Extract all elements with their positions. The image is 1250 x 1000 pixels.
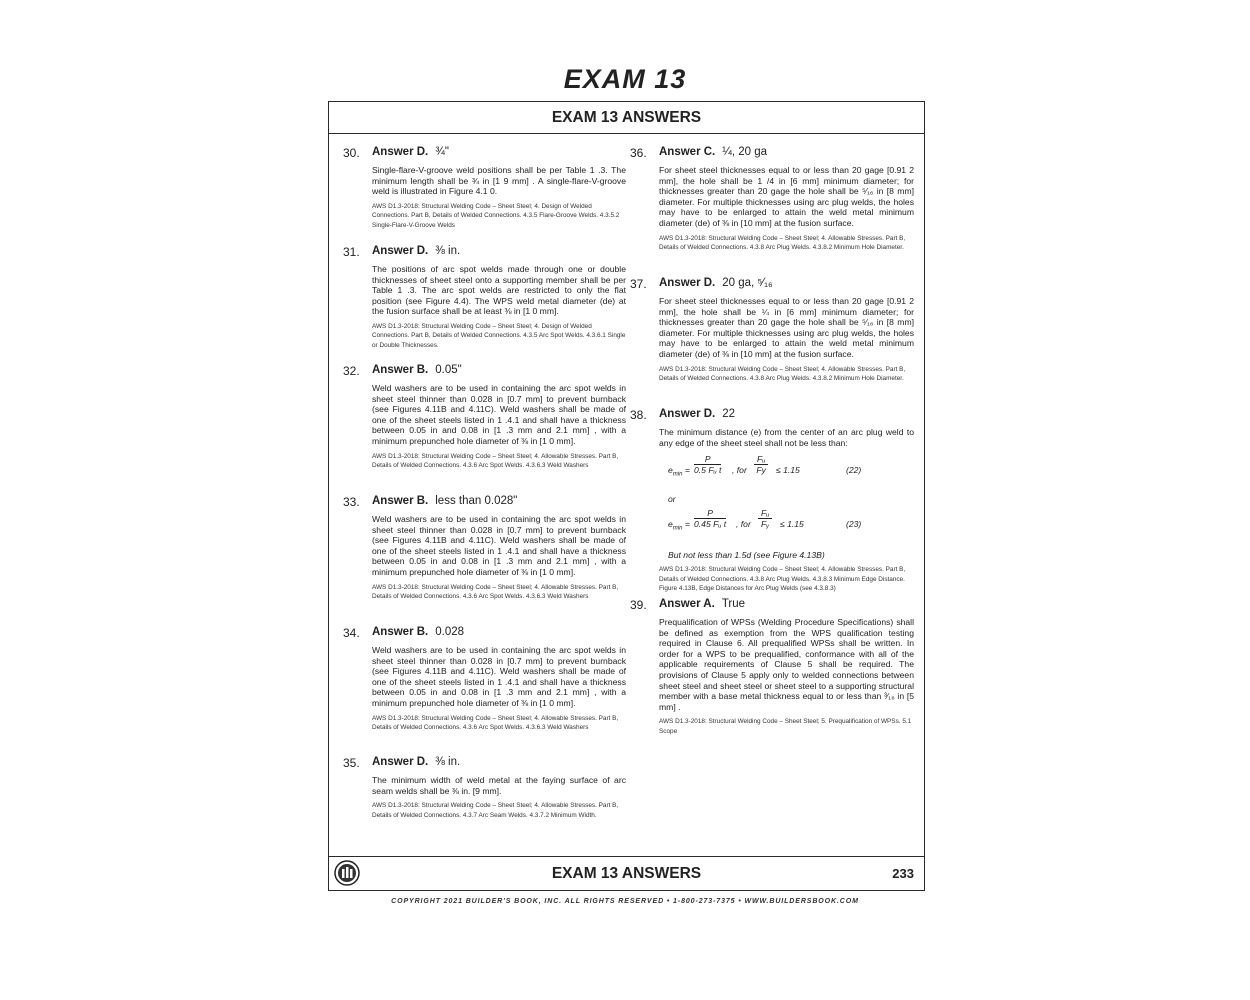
answer-number: 36.	[630, 146, 647, 160]
answer-value: ¼, 20 ga	[722, 146, 768, 158]
answer-33	[343, 495, 626, 602]
answer-reference: AWS D1.3-2018: Structural Welding Code – Sheet Steel; 4. Allowable Stresses. Part B, Details of Welded Connections. 4.3.6 Arc Spot Welds. 4.3.6.3 Weld Washers	[372, 583, 619, 601]
formula-for: , for	[736, 519, 751, 530]
answer-value: 22	[722, 408, 736, 420]
formula-fraction	[694, 454, 721, 475]
answer-explanation: Single-flare-V-groove weld positions shall be per Table 1 .3. The minimum length shall be ¾ in [1 9 mm] . A single-flare-V-groove weld is illustrated in Figure 4.1 0.	[372, 165, 626, 197]
formula-lhs-subscript: min	[672, 471, 683, 478]
answer-value: less than 0.028"	[435, 495, 518, 507]
copyright-line: COPYRIGHT 2021 BUILDER'S BOOK, INC. ALL RIGHTS RESERVED • 1-800-273-7375 • WWW.BUILDERSBOOK.COM	[391, 898, 859, 905]
formula-ratio	[754, 454, 768, 475]
formula-23	[668, 508, 914, 548]
exam-title: EXAM 13	[563, 64, 687, 94]
answer-label: Answer D.	[372, 146, 429, 158]
answer-label: Answer D.	[372, 756, 429, 768]
header-title: EXAM 13 ANSWERS	[551, 109, 702, 126]
formula-equals: =	[684, 465, 690, 476]
answer-39	[630, 598, 914, 736]
answer-label: Answer D.	[659, 408, 716, 420]
answer-37	[630, 277, 914, 384]
answer-31	[343, 245, 626, 350]
ratio-denominator: Fy	[756, 465, 766, 476]
page-header	[329, 102, 924, 134]
formula-note: But not less than 1.5d (see Figure 4.13B)	[668, 550, 825, 561]
answer-reference: AWS D1.3-2018: Structural Welding Code – Sheet Steel; 4. Allowable Stresses. Part B, Details of Welded Connections. 4.3.6 Arc Spot Welds. 4.3.6.3 Weld Washers	[372, 452, 619, 470]
answer-36	[630, 146, 914, 253]
answer-label: Answer D.	[659, 277, 716, 289]
answer-explanation: Prequalification of WPSs (Welding Procedure Specifications) shall be defined as exemption from the WPS qualification testing required in Clause 6. All prequalified WPSs shall be written. In order for a WPS to be prequalified, conformance with all of the applicable requirements of Clause 5 shall be required. The provisions of Clause 5 apply only to welded connections between sheet steel and sheet steel or sheet steel to a supporting structural member with a base metal thickness equal to or less than ³⁄₁₆ in [5 mm] .	[659, 617, 914, 712]
formula-lhs: e	[668, 519, 673, 530]
answer-number: 32.	[343, 364, 360, 378]
formula-denominator: 0.5 Fᵤ t	[694, 465, 722, 476]
answer-35	[343, 756, 626, 820]
formula-22	[668, 454, 914, 494]
answer-value: ¾"	[435, 146, 449, 158]
answer-reference: AWS D1.3-2018: Structural Welding Code – Sheet Steel; 4. Design of Welded Connections. Part B, Details of Welded Connections. 4.3.5 Arc Spot Welds. 4.3.6.1 Single or Double Thicknesses.	[372, 322, 626, 349]
answer-label: Answer C.	[659, 146, 716, 158]
answer-reference: AWS D1.3-2018: Structural Welding Code – Sheet Steel; 4. Allowable Stresses. Part B, Details of Welded Connections. 4.3.8 Arc Plug Welds. 4.3.8.2 Minimum Hole Diameter.	[659, 234, 906, 252]
answer-value: True	[721, 598, 746, 610]
page-number: 233	[892, 866, 914, 881]
or-text: or	[668, 494, 676, 505]
answer-reference: AWS D1.3-2018: Structural Welding Code – Sheet Steel; 5. Prequalification of WPSs. 5.1 Scope	[659, 718, 912, 735]
answer-number: 30.	[343, 146, 360, 160]
answer-number: 38.	[630, 408, 647, 422]
answer-explanation: The positions of arc spot welds made through one or double thicknesses of sheet steel onto a supporting member shall be per Table 1 .3. The arc spot welds are restricted to only the flat position (see Figure 4.4). The WPS weld metal diameter (de) at the fusion surface shall be at least ⅜ in [1 0 mm].	[372, 264, 626, 317]
answer-label: Answer B.	[372, 626, 429, 638]
answer-number: 34.	[343, 626, 360, 640]
answer-explanation: Weld washers are to be used in containing the arc spot welds in sheet steel thinner than 0.028 in [0.7 mm] to prevent burnback (see Figures 4.11B and 4.11C). Weld washers shall be made of one of the sheet steels listed in 1 .4.1 and shall have a thickness between 0.05 in and 0.08 in [1 .3 mm and 2.1 mm] , with a minimum prepunched hole diameter of ⅜ in [1 0 mm].	[372, 645, 626, 708]
answer-value: ⅜ in.	[435, 245, 461, 257]
page-footer	[329, 856, 924, 890]
formula-numerator: P	[694, 508, 726, 519]
answer-number: 37.	[630, 277, 647, 291]
answer-explanation: For sheet steel thicknesses equal to or less than 20 gage [0.91 2 mm], the hole shall be ¼ in [6 mm] minimum diameter; for thicknesses greater than 20 gage the hole shall be ⁵⁄₁₆ in [8 mm] diameter. For multiple thicknesses using arc plug welds, the holes may have to be enlarged to attain the weld metal minimum diameter (de) of ⅜ in [10 mm] at the fusion surface.	[659, 296, 914, 359]
answer-value: 0.028	[435, 626, 465, 638]
answer-32	[343, 364, 626, 471]
answer-34	[343, 626, 626, 733]
answer-reference: AWS D1.3-2018: Structural Welding Code – Sheet Steel; 4. Allowable Stresses. Part B, Details of Welded Connections. 4.3.8 Arc Plug Welds. 4.3.8.3 Minimum Edge Distance. Figure 4.13B, Edge Distances for Arc Plug Welds (see 4.3.8.3)	[659, 566, 906, 593]
answer-number: 33.	[343, 495, 360, 509]
ratio-denominator: Fᵧ	[760, 519, 770, 530]
answer-explanation: Weld washers are to be used in containing the arc spot welds in sheet steel thinner than 0.028 in [0.7 mm] to prevent burnback (see Figures 4.11B and 4.11C). Weld washers shall be made of one of the sheet steels listed in 1 .4.1 and shall have a thickness between 0.05 in and 0.08 in [1 .3 mm and 2.1 mm] , with a minimum prepunched hole diameter of ⅜ in [1 0 mm].	[372, 383, 626, 446]
equation-number: (22)	[846, 465, 862, 476]
equation-number: (23)	[846, 519, 862, 530]
answer-number: 31.	[343, 245, 360, 259]
answer-explanation: Weld washers are to be used in containing the arc spot welds in sheet steel thinner than 0.028 in [0.7 mm] to prevent burnback (see Figures 4.11B and 4.11C). Weld washers shall be made of one of the sheet steels listed in 1 .4.1 and shall have a thickness between 0.05 in and 0.08 in [1 .3 mm and 2.1 mm] , with a minimum prepunched hole diameter of ⅜ in [1 0 mm].	[372, 514, 626, 577]
answer-label: Answer B.	[372, 364, 429, 376]
formula-numerator: P	[694, 454, 721, 465]
formula-denominator: 0.45 Fᵤ t	[694, 519, 727, 530]
formula-condition: ≤ 1.15	[776, 465, 800, 476]
answer-number: 35.	[343, 756, 360, 770]
answer-page-frame	[328, 101, 925, 891]
footer-title: EXAM 13 ANSWERS	[551, 865, 702, 882]
answer-explanation: The minimum width of weld metal at the faying surface of arc seam welds shall be ⅜ in. [9 mm].	[372, 775, 626, 796]
answer-value: ⅜ in.	[435, 756, 461, 768]
formula-ratio	[758, 508, 772, 529]
answer-value: 0.05"	[435, 364, 462, 376]
answer-reference: AWS D1.3-2018: Structural Welding Code – Sheet Steel; 4. Allowable Stresses. Part B, Details of Welded Connections. 4.3.7 Arc Seam Welds. 4.3.7.2 Minimum Width.	[372, 802, 619, 819]
answer-explanation: The minimum distance (e) from the center of an arc plug weld to any edge of the sheet steel shall not be less than:	[659, 427, 914, 448]
ratio-numerator: Fᵤ	[754, 454, 768, 465]
formula-for: , for	[732, 465, 747, 476]
answer-label: Answer A.	[659, 598, 715, 610]
answer-reference: AWS D1.3-2018: Structural Welding Code – Sheet Steel; 4. Allowable Stresses. Part B, Details of Welded Connections. 4.3.6 Arc Spot Welds. 4.3.6.3 Weld Washers	[372, 714, 619, 732]
answer-reference: AWS D1.3-2018: Structural Welding Code – Sheet Steel; 4. Design of Welded Connections. Part B, Details of Welded Connections. 4.3.5 Flare-Groove Welds. 4.3.5.2 Single-Flare-V-Groove Welds	[372, 202, 620, 229]
formula-equals: =	[684, 519, 690, 530]
formula-condition: ≤ 1.15	[780, 519, 804, 530]
answer-label: Answer B.	[372, 495, 429, 507]
answer-reference: AWS D1.3-2018: Structural Welding Code – Sheet Steel; 4. Allowable Stresses. Part B, Details of Welded Connections. 4.3.8 Arc Plug Welds. 4.3.8.2 Minimum Hole Diameter.	[659, 365, 906, 383]
ratio-numerator: Fᵤ	[758, 508, 772, 519]
answer-number: 39.	[630, 598, 647, 612]
answer-explanation: For sheet steel thicknesses equal to or less than 20 gage [0.91 2 mm], the hole shall be 1 /4 in [6 mm] minimum diameter; for thicknesses greater than 20 gage the hole shall be ⁵⁄₁₆ in [8 mm] diameter. For multiple thicknesses using arc plug welds, the holes may have to be enlarged to attain the weld metal minimum diameter (de) of ⅜ in [10 mm] at the fusion surface.	[659, 165, 914, 228]
answer-30	[343, 146, 626, 230]
answer-value: 20 ga, ⁵⁄₁₆	[722, 277, 773, 289]
answer-label: Answer D.	[372, 245, 429, 257]
formula-lhs: e	[668, 465, 673, 476]
formula-lhs-subscript: min	[672, 525, 683, 532]
answer-38	[630, 408, 914, 594]
formula-fraction	[694, 508, 726, 529]
